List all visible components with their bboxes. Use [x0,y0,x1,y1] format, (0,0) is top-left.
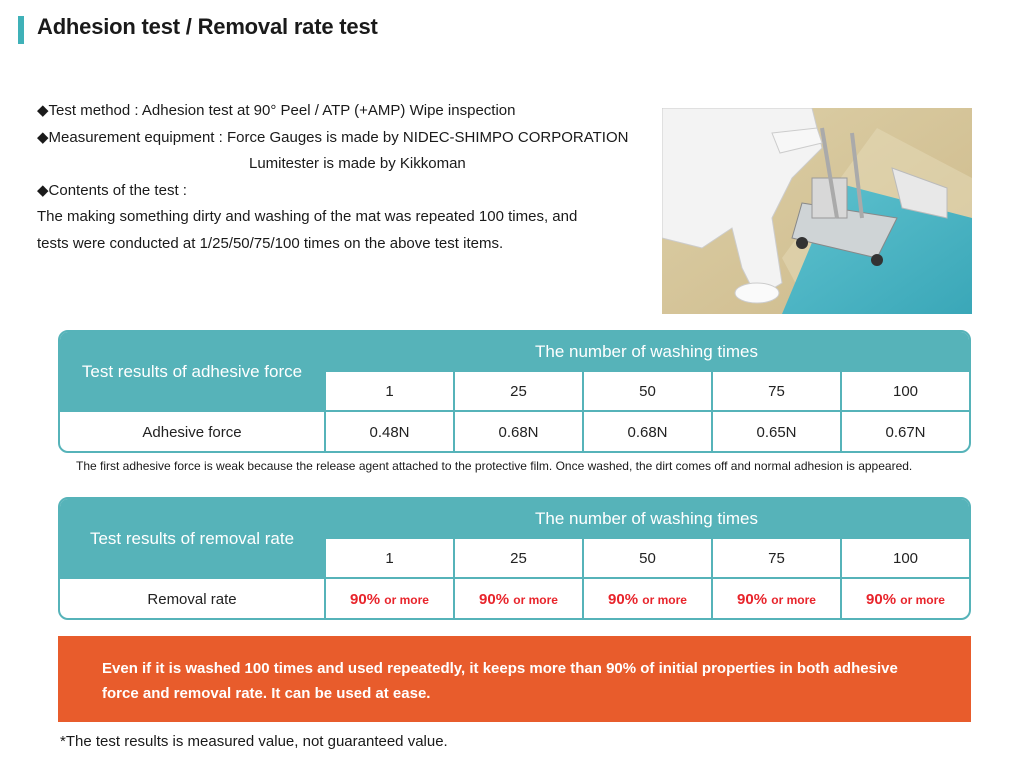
test-description-2: tests were conducted at 1/25/50/75/100 times on the above test items. [37,234,504,252]
removal-rate-value [582,579,711,620]
washing-count-cell: 25 [453,539,582,577]
adhesive-force-table [58,330,971,453]
title-accent-bar [18,16,24,44]
adhesive-force-value: 0.67N [840,412,969,453]
washing-count-cell: 1 [324,372,453,410]
removal-rate-values [324,579,969,620]
measurement-equipment: ◆Measurement equipment : Force Gauges is made by NIDEC-SHIMPO CORPORATION [37,128,629,146]
removal-rate-percent: 90% [866,591,897,608]
removal-rate-suffix: or more [900,592,945,607]
test-description-1: The making something dirty and washing of the mat was repeated 100 times, and [37,208,578,225]
removal-rate-label: Removal rate [147,591,237,608]
washing-times-header: The number of washing times [324,499,969,539]
washing-count-cell: 75 [711,372,840,410]
removal-rate-percent: 90% [608,591,639,608]
test-info [37,98,647,257]
adhesive-force-table-title: Test results of adhesive force [60,332,324,412]
washing-count-cell: 50 [582,372,711,410]
conclusion-line-2: force and removal rate. It can be used at ease. [102,685,431,702]
washing-times-row [324,539,969,579]
test-method: ◆Test method : Adhesion test at 90° Peel / ATP (+AMP) Wipe inspection [37,102,516,119]
removal-rate-value [324,579,453,620]
adhesive-force-values [324,412,969,453]
adhesive-force-value: 0.48N [324,412,453,453]
conclusion-line-1: Even if it is washed 100 times and used repeatedly, it keeps more than 90% of initial properties in both adhesive [102,660,898,677]
removal-rate-suffix: or more [384,592,429,607]
washing-count-cell: 25 [453,372,582,410]
removal-rate-suffix: or more [771,592,816,607]
removal-rate-percent: 90% [350,591,381,608]
adhesive-force-value: 0.68N [453,412,582,453]
removal-rate-value [711,579,840,620]
removal-rate-percent: 90% [479,591,510,608]
adhesive-force-label: Adhesive force [142,424,242,441]
footnote: *The test results is measured value, not guaranteed value. [60,733,448,750]
washing-count-cell: 100 [840,372,969,410]
removal-rate-table-title: Test results of removal rate [60,499,324,579]
washing-times-row [324,372,969,412]
washing-count-cell: 1 [324,539,453,577]
measurement-equipment-2: Lumitester is made by Kikkoman [249,155,466,172]
conclusion-banner [58,636,971,722]
washing-count-cell: 100 [840,539,969,577]
removal-rate-percent: 90% [737,591,768,608]
removal-rate-value [453,579,582,620]
adhesion-note: The first adhesive force is weak because the release agent attached to the protective film. Once washed, the dirt comes off and normal adhesion is appeared. [76,459,913,473]
test-contents: ◆Contents of the test : [37,181,187,199]
adhesive-force-value: 0.65N [711,412,840,453]
removal-rate-suffix: or more [642,592,687,607]
washing-times-header: The number of washing times [324,332,969,372]
cleanroom-cart-photo [662,108,972,314]
page-title: Adhesion test / Removal rate test [37,14,378,39]
removal-rate-table [58,497,971,620]
washing-count-cell: 50 [582,539,711,577]
removal-rate-value [840,579,969,620]
adhesive-force-value: 0.68N [582,412,711,453]
removal-rate-suffix: or more [513,592,558,607]
washing-count-cell: 75 [711,539,840,577]
